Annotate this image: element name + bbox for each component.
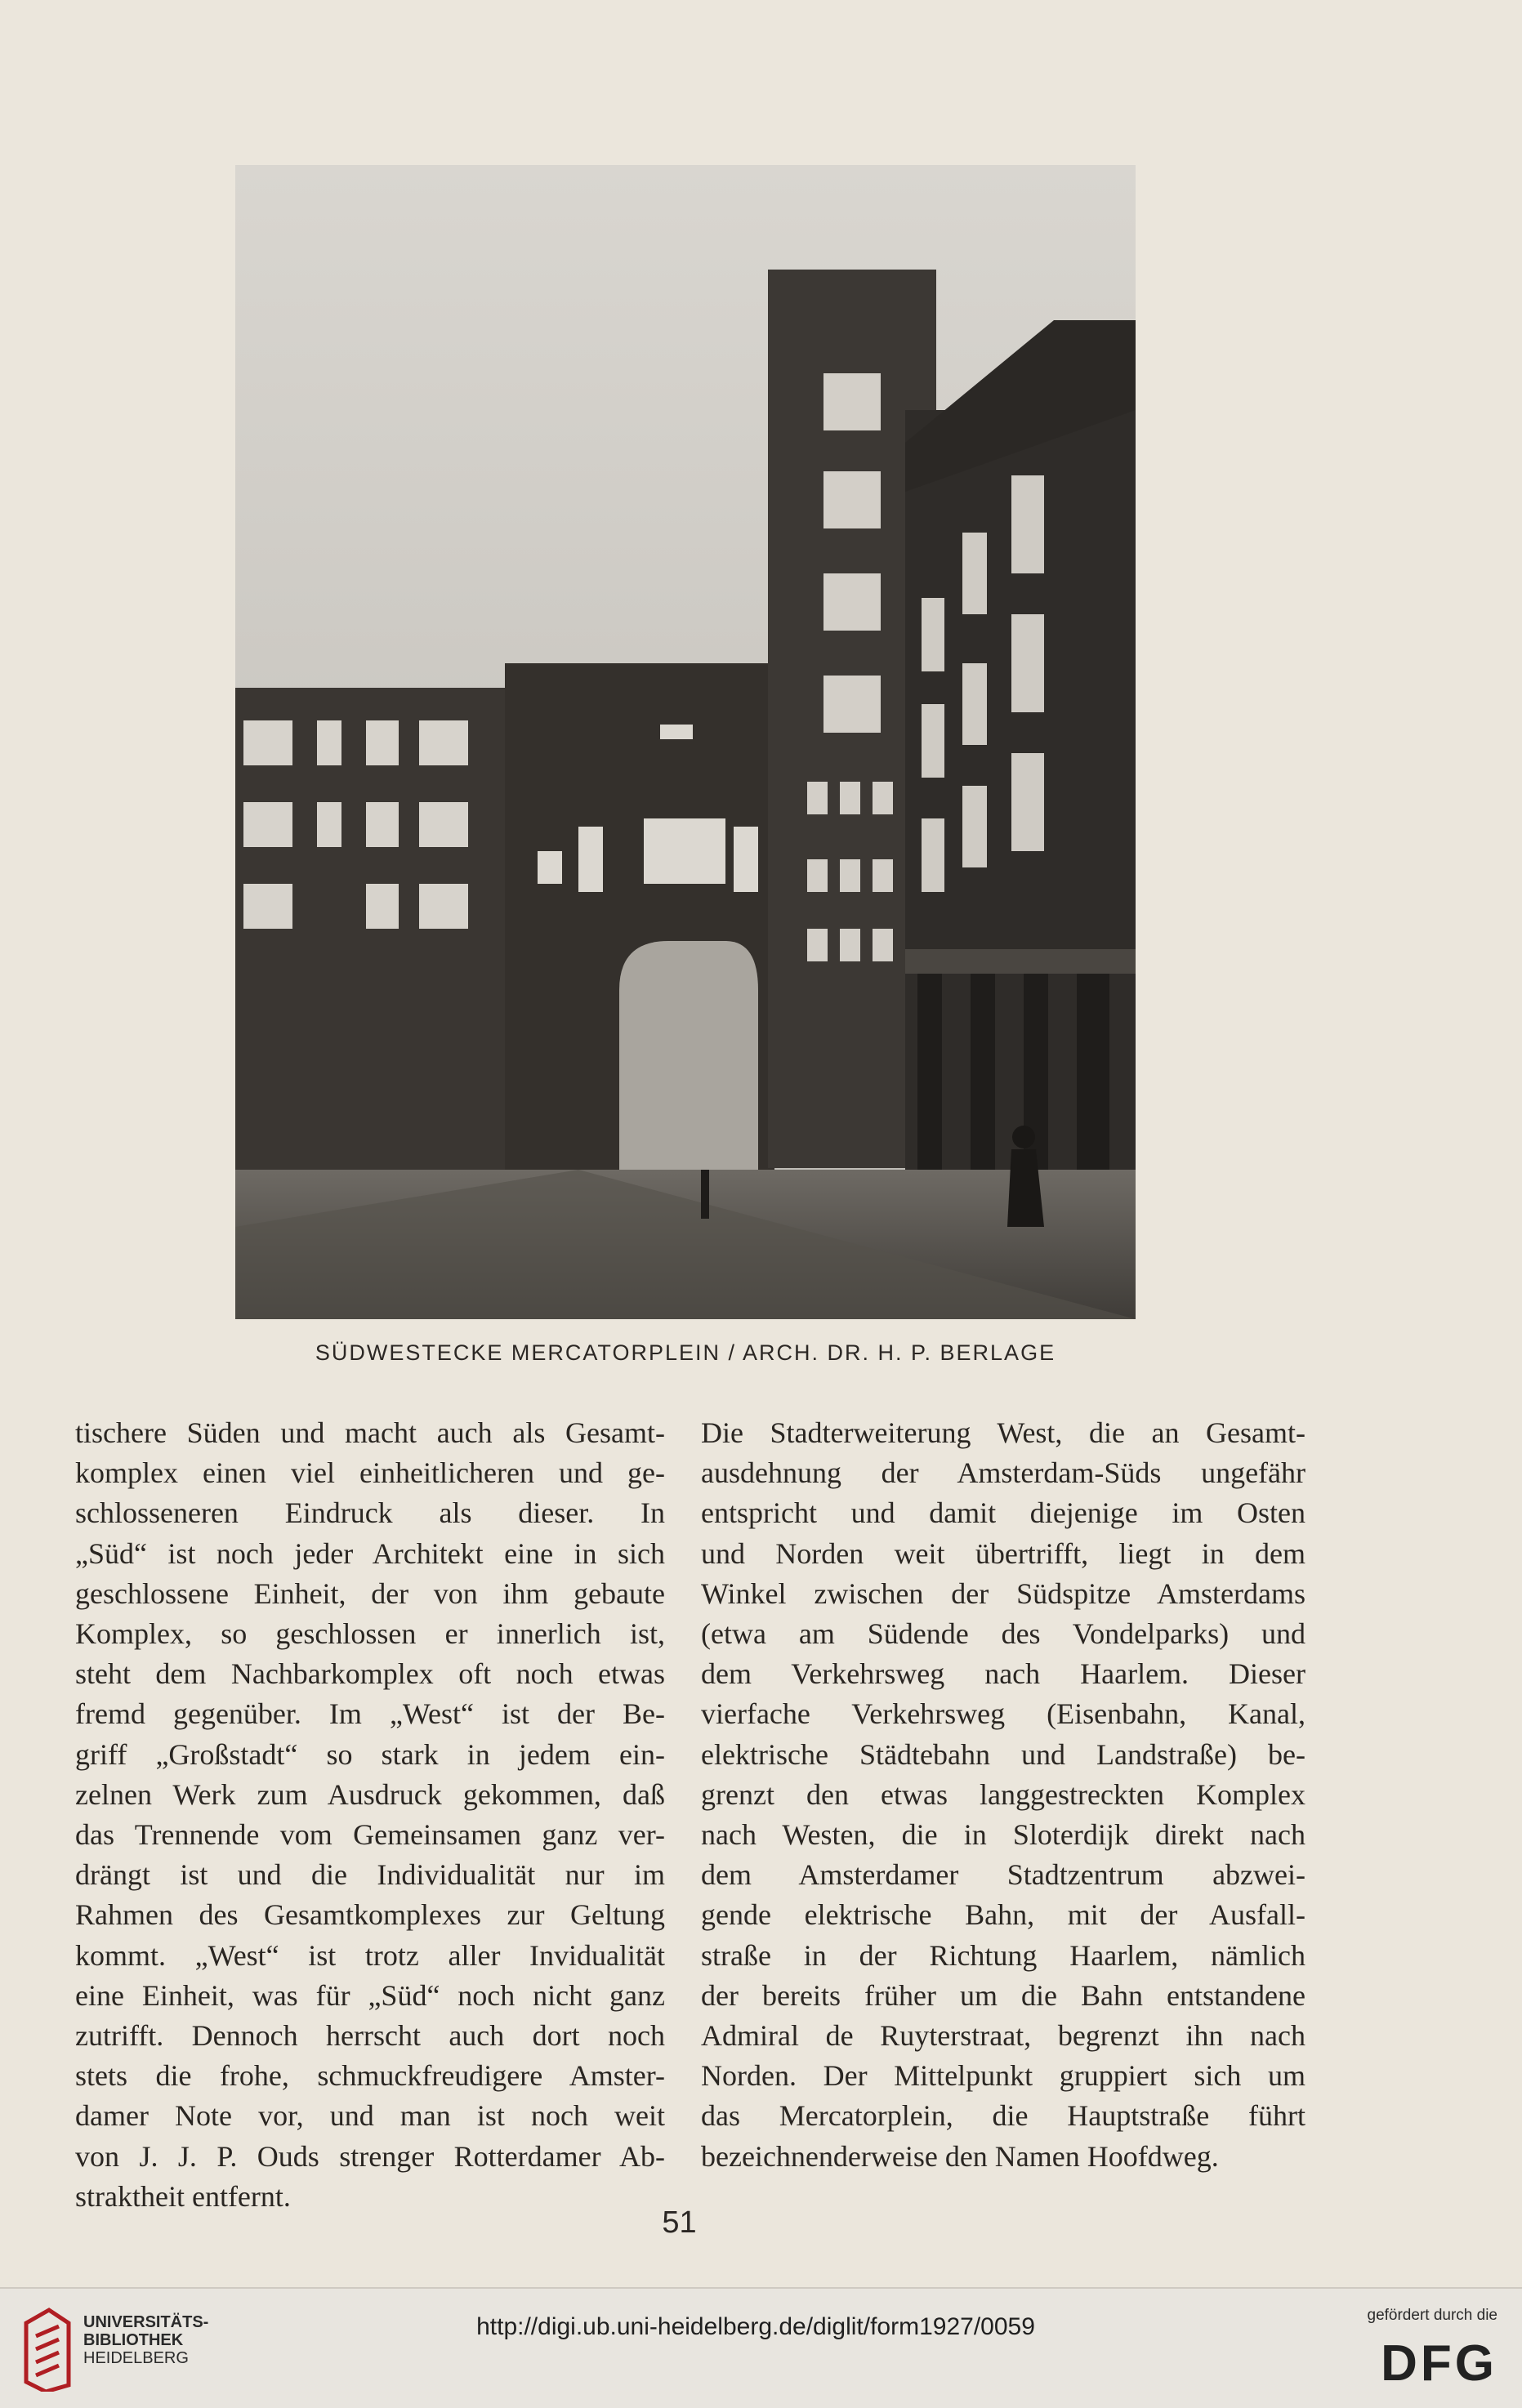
dfg-logo: DFG bbox=[1381, 2335, 1497, 2392]
text-column-right bbox=[701, 1413, 1306, 2177]
text-line: elektrische Städtebahn und Landstraße) be- bbox=[701, 1737, 1306, 1771]
text-line: Winkel zwischen der Südspitze Amsterdams bbox=[701, 1576, 1306, 1610]
text-line: straße in der Richtung Haarlem, nämlich bbox=[701, 1938, 1306, 1972]
text-line: eine Einheit, was für „Süd“ noch nicht ganz bbox=[75, 1978, 665, 2012]
text-column-left bbox=[75, 1413, 665, 2217]
funding-note: gefördert durch die bbox=[1367, 2307, 1497, 2324]
text-line: „Süd“ ist noch jeder Architekt eine in sich bbox=[75, 1536, 665, 1570]
text-line: vierfache Verkehrsweg (Eisenbahn, Kanal, bbox=[701, 1697, 1306, 1731]
text-line: zutrifft. Dennoch herrscht auch dort noch bbox=[75, 2019, 665, 2053]
text-line: geschlossene Einheit, der von ihm gebaute bbox=[75, 1576, 665, 1610]
text-line: von J. J. P. Ouds strenger Rotterdamer Ab- bbox=[75, 2139, 665, 2173]
text-line: gende elektrische Bahn, mit der Ausfall- bbox=[701, 1898, 1306, 1932]
page-number: 51 bbox=[662, 2205, 697, 2240]
photo-illustration bbox=[235, 165, 1136, 1319]
text-line: damer Note vor, und man ist noch weit bbox=[75, 2099, 665, 2133]
text-line: kommt. „West“ ist trotz aller Invidualität bbox=[75, 1938, 665, 1972]
text-line: Rahmen des Gesamtkomplexes zur Geltung bbox=[75, 1898, 665, 1932]
text-line: schlosseneren Eindruck als dieser. In bbox=[75, 1496, 665, 1530]
library-name-line-3: HEIDELBERG bbox=[83, 2349, 189, 2367]
text-line: fremd gegenüber. Im „West“ ist der Be- bbox=[75, 1697, 665, 1731]
text-line: griff „Großstadt“ so stark in jedem ein- bbox=[75, 1737, 665, 1771]
text-line: Die Stadterweiterung West, die an Gesamt- bbox=[701, 1416, 1306, 1449]
text-line: dem Amsterdamer Stadtzentrum abzwei- bbox=[701, 1858, 1306, 1892]
text-line: dem Verkehrsweg nach Haarlem. Dieser bbox=[701, 1657, 1306, 1691]
digitization-footer bbox=[0, 2287, 1522, 2408]
text-line: ausdehnung der Amsterdam-Süds ungefähr bbox=[701, 1456, 1306, 1490]
photo-caption: SÜDWESTECKE MERCATORPLEIN / ARCH. DR. H. P. BERLAGE bbox=[315, 1340, 1056, 1365]
source-url-link[interactable]: http://digi.ub.uni-heidelberg.de/diglit/form1927/0059 bbox=[476, 2313, 1035, 2340]
text-line: komplex einen viel einheitlicheren und ge- bbox=[75, 1456, 665, 1490]
text-line: entspricht und damit diejenige im Osten bbox=[701, 1496, 1306, 1530]
text-line: das Mercatorplein, die Hauptstraße führt bbox=[701, 2099, 1306, 2133]
text-line: Norden. Der Mittelpunkt gruppiert sich um bbox=[701, 2059, 1306, 2093]
text-line: der bereits früher um die Bahn entstandene bbox=[701, 1978, 1306, 2012]
text-line: das Trennende vom Gemeinsamen ganz ver- bbox=[75, 1818, 665, 1852]
library-name bbox=[83, 2313, 208, 2367]
text-line: nach Westen, die in Sloterdijk direkt nach bbox=[701, 1818, 1306, 1852]
text-line: stets die frohe, schmuckfreudigere Amster- bbox=[75, 2059, 665, 2093]
text-line: zelnen Werk zum Ausdruck gekommen, daß bbox=[75, 1777, 665, 1811]
text-line: Admiral de Ruyterstraat, begrenzt ihn nach bbox=[701, 2019, 1306, 2053]
text-line: und Norden weit übertrifft, liegt in dem bbox=[701, 1536, 1306, 1570]
architecture-photograph bbox=[235, 165, 1136, 1319]
text-line: Komplex, so geschlossen er innerlich ist, bbox=[75, 1617, 665, 1651]
text-line: drängt ist und die Individualität nur im bbox=[75, 1858, 665, 1892]
text-line: straktheit entfernt. bbox=[75, 2179, 291, 2213]
text-line: (etwa am Südende des Vondelparks) und bbox=[701, 1617, 1306, 1651]
text-line: steht dem Nachbarkomplex oft noch etwas bbox=[75, 1657, 665, 1691]
text-line: tischere Süden und macht auch als Gesamt- bbox=[75, 1416, 665, 1449]
text-line: grenzt den etwas langgestreckten Komplex bbox=[701, 1777, 1306, 1811]
library-name-line-1: UNIVERSITÄTS- bbox=[83, 2313, 209, 2331]
text-line: bezeichnenderweise den Namen Hoofdweg. bbox=[701, 2139, 1219, 2173]
university-library-logo bbox=[18, 2307, 75, 2392]
library-name-line-2: BIBLIOTHEK bbox=[83, 2331, 184, 2349]
